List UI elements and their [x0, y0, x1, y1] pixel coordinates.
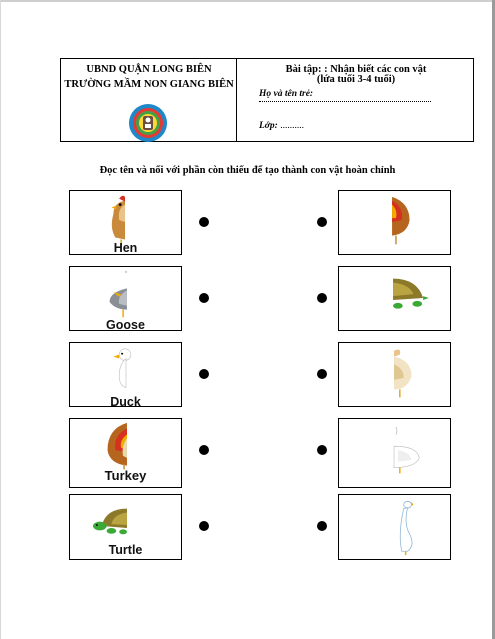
turtle-right-half-icon	[339, 267, 450, 330]
exercise-info	[237, 59, 473, 141]
hen-right-half-icon	[339, 343, 450, 406]
right-card-turkey-half[interactable]	[338, 190, 451, 255]
worksheet-header	[60, 58, 474, 142]
left-dot-1[interactable]	[199, 217, 209, 227]
child-name-label: Họ và tên trẻ:	[259, 89, 314, 99]
hen-label: Hen	[113, 241, 138, 255]
left-dot-5[interactable]	[199, 521, 209, 531]
turtle-label: Turtle	[108, 543, 143, 557]
duck-right-half-icon	[339, 419, 450, 487]
class-dots: ..........	[280, 121, 304, 131]
school-info	[61, 59, 237, 141]
right-dot-2[interactable]	[317, 293, 327, 303]
instruction-text: Đọc tên và nối với phần còn thiếu để tạo thành con vật hoàn chỉnh	[99, 165, 396, 176]
school-logo-icon	[128, 103, 168, 143]
right-card-duck-half[interactable]	[338, 418, 451, 488]
school-name: TRƯỜNG MẦM NON GIANG BIÊN	[64, 79, 234, 90]
left-card-goose[interactable]	[69, 266, 182, 331]
right-card-hen-half[interactable]	[338, 342, 451, 407]
goose-right-half-icon	[339, 495, 450, 559]
right-dot-5[interactable]	[317, 521, 327, 531]
right-dot-3[interactable]	[317, 369, 327, 379]
district-name: UBND QUẬN LONG BIÊN	[86, 64, 212, 75]
left-dot-3[interactable]	[199, 369, 209, 379]
turkey-label: Turkey	[104, 468, 147, 483]
goose-label: Goose	[106, 318, 145, 331]
child-name-line	[259, 101, 431, 102]
age-note: (lứa tuổi 3-4 tuổi)	[316, 74, 396, 85]
class-label: Lớp:	[259, 121, 278, 131]
left-card-hen[interactable]	[69, 190, 182, 255]
right-dot-1[interactable]	[317, 217, 327, 227]
left-card-turtle[interactable]	[69, 494, 182, 560]
page-top-edge	[0, 0, 495, 2]
turkey-right-half-icon	[339, 191, 450, 254]
exercise-title: Bài tập: : Nhận biết các con vật	[285, 64, 427, 75]
class-field	[259, 121, 304, 131]
right-card-goose-half[interactable]	[338, 494, 451, 560]
left-card-duck[interactable]	[69, 342, 182, 407]
left-dot-2[interactable]	[199, 293, 209, 303]
left-card-turkey[interactable]	[69, 418, 182, 488]
right-card-turtle-half[interactable]	[338, 266, 451, 331]
right-dot-4[interactable]	[317, 445, 327, 455]
page-left-edge	[0, 0, 1, 639]
left-dot-4[interactable]	[199, 445, 209, 455]
duck-label: Duck	[110, 395, 141, 407]
